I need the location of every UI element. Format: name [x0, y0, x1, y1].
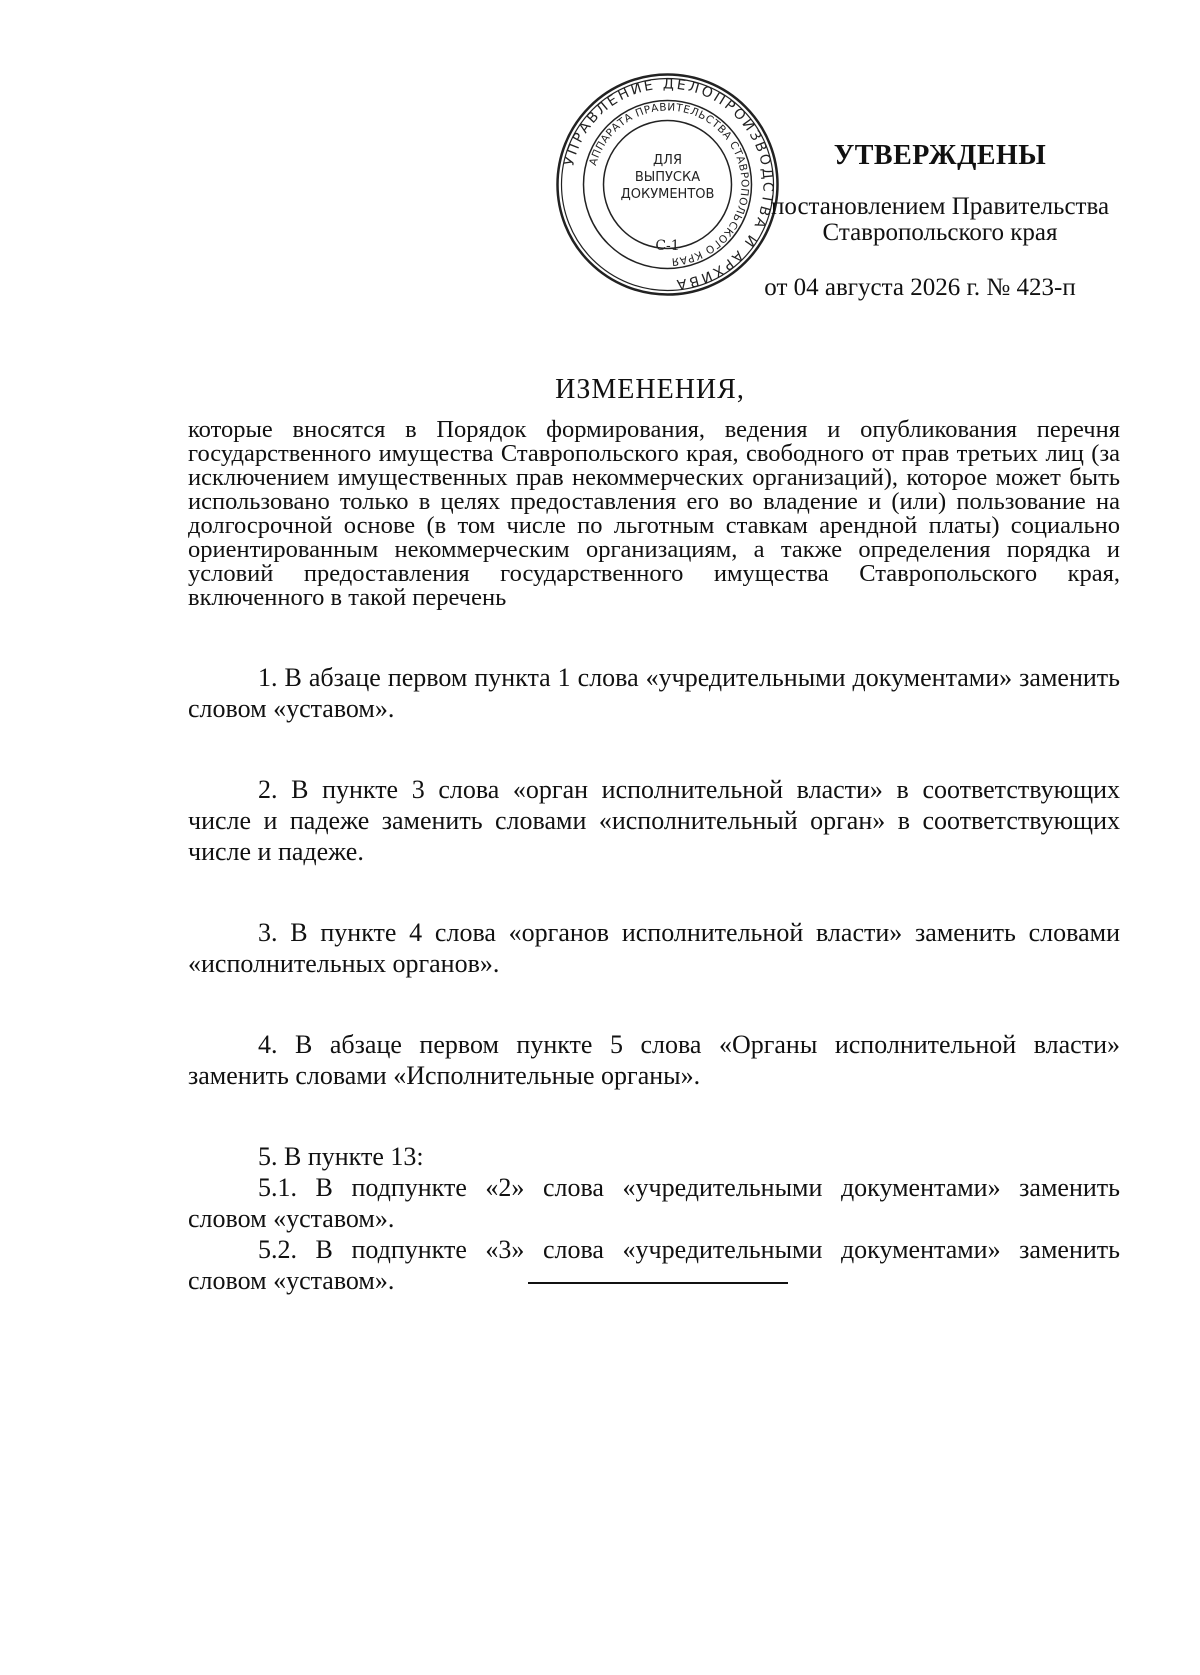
change-item-3: 3. В пункте 4 слова «органов исполнительной власти» заменить словами «исполнительных органов».	[188, 918, 1120, 978]
stamp-center-line2: ВЫПУСКА	[634, 170, 701, 185]
change-item-5-2: 5.2. В подпункте «3» слова «учредительными документами» заменить словом «уставом».	[188, 1235, 1120, 1295]
stamp-outer-text: УПРАВЛЕНИЕ ДЕЛОПРОИЗВОДСТВА И АРХИВА	[561, 76, 776, 293]
closing-rule	[528, 1282, 788, 1284]
approval-block	[740, 140, 1140, 246]
change-item-2: 2. В пункте 3 слова «орган исполнительной власти» в соответствующих числе и падеже заменить словами «исполнительный орган» в соответствующих числе и падеже.	[188, 775, 1120, 866]
change-item-1: 1. В абзаце первом пункта 1 слова «учредительными документами» заменить словом «уставом».	[188, 663, 1120, 723]
approval-line2: Ставропольского края	[822, 219, 1058, 246]
changes-list	[188, 662, 1120, 1296]
stamp-inner-text: АППАРАТА ПРАВИТЕЛЬСТВА СТАВРОПОЛЬСКОГО КРАЯ	[587, 101, 751, 268]
stamp-center-line3: ДОКУМЕНТОВ	[620, 187, 715, 202]
approval-line1: постановлением Правительства	[770, 193, 1110, 220]
change-item-5: 5. В пункте 13:	[258, 1142, 424, 1171]
document-subtitle: которые вносятся в Порядок формирования, ведения и опубликования перечня государственного имущества Ставропольского края, свободного от прав третьих лиц (за исключением имущественных прав некоммерческих организаций), которое может быть использовано только в целях предоставления его во владение и (или) пользование на долгосрочной основе (в том числе по льготным ставкам арендной платы) социально ориентированным некоммерческим организациям, а также определения порядка и условий предоставления государственного имущества Ставропольского края, включенного в такой перечень	[188, 416, 1120, 611]
change-item-5-1: 5.1. В подпункте «2» слова «учредительными документами» заменить словом «уставом».	[188, 1173, 1120, 1233]
approval-date: от 04 августа 2026 г. № 423-п	[764, 274, 1076, 301]
stamp-code: С-1	[655, 238, 680, 254]
stamp-center-line1: ДЛЯ	[653, 153, 682, 168]
change-item-4: 4. В абзаце первом пункте 5 слова «Органы исполнительной власти» заменить словами «Исполнительные органы».	[188, 1030, 1120, 1090]
approval-authority	[740, 194, 1140, 246]
document-title: ИЗМЕНЕНИЯ,	[555, 374, 745, 405]
approval-title: УТВЕРЖДЕНЫ	[833, 140, 1047, 171]
